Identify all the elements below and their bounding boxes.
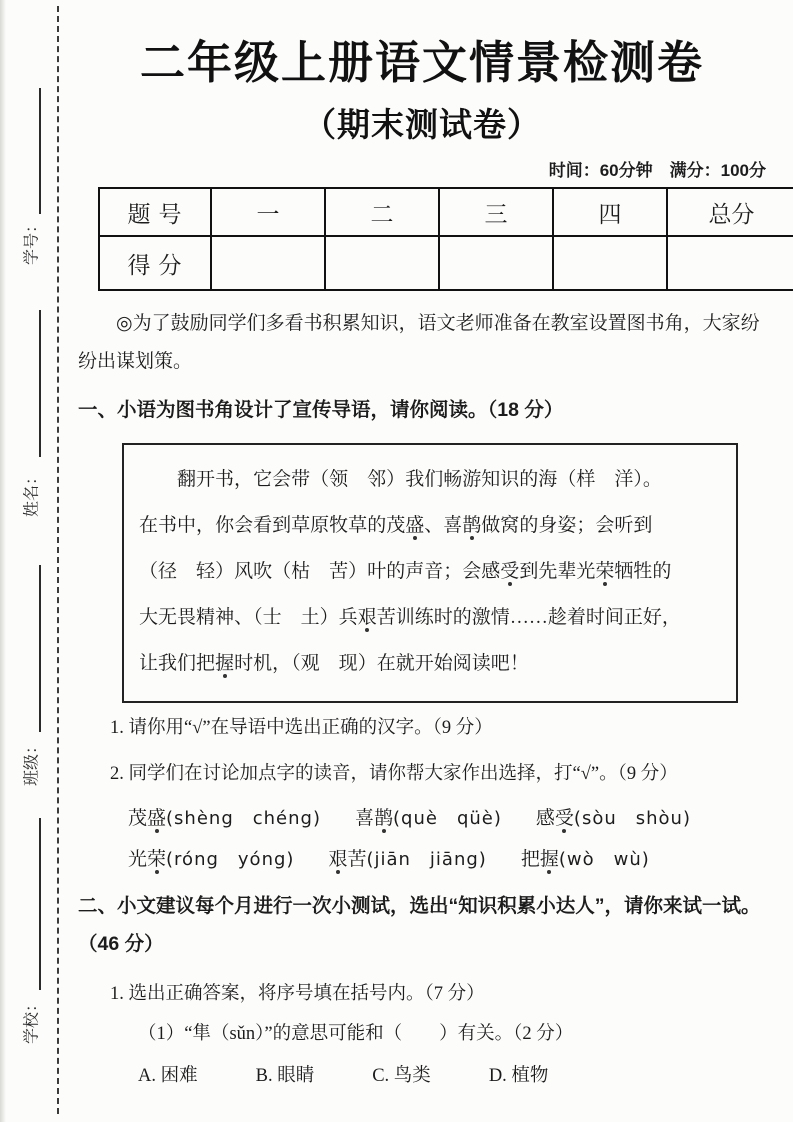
page-title: 二年级上册语文情景检测卷 [139,37,704,88]
score-blank-cell [553,236,667,290]
page-edge-shadow [0,0,6,1122]
score-table-score-row [99,236,793,290]
pinyin-options: (jiān jiāng) [366,849,487,870]
score-table-header-cell: 三 [439,188,553,236]
student-id-label: 学号： [23,216,41,266]
reading-passage-box [122,443,738,703]
pinyin-options: (wò wù) [558,849,650,870]
passage-line: 让我们把握时机，（观 现）在就开始阅读吧！ [139,653,529,674]
pinyin-item [521,844,650,871]
pinyin-word: 艰苦 [328,849,367,870]
score-table-header-cell: 二 [325,188,439,236]
score-blank-cell [667,236,793,290]
score-table-header-cell: 总分 [667,188,793,236]
option-b: B. 眼睛 [255,1066,315,1086]
pinyin-options: (què qüè) [393,808,502,829]
name-label: 姓名： [23,468,41,518]
pinyin-word: 把握 [520,849,559,870]
student-id-write-line [39,88,41,214]
score-table-header-row [99,188,793,236]
intro-paragraph: ◎为了鼓励同学们多看书积累知识，语文老师准备在教室设置图书角，大家纷纷出谋划策。 [78,313,760,372]
pinyin-word: 感受 [535,808,574,829]
score-table-header-cell: 题号 [99,188,211,236]
pinyin-options: (róng yóng) [166,849,295,870]
pinyin-options: (shèng chéng) [166,808,321,829]
time-score-meta: 时间：60分钟 满分：100分 [548,161,766,180]
section2-question-1: 1. 选出正确答案，将序号填在括号内。（7 分） [110,984,485,1004]
pinyin-item [328,844,486,871]
name-write-line [39,310,41,457]
exam-content [78,0,766,1087]
option-c: C. 鸟类 [372,1066,431,1086]
section-2-heading: 二、小文建议每个月进行一次小测试，选出“知识积累小达人”，请你来试一试。（46 分） [78,895,761,955]
pinyin-choice-row-2 [128,844,766,871]
passage-line: 翻开书，它会带（领 邻）我们畅游知识的海（样 洋）。 [177,469,662,490]
answer-options-row [138,1061,766,1087]
pinyin-item [536,803,691,830]
pinyin-word: 喜鹊 [354,808,394,829]
pinyin-item [355,803,502,830]
class-write-line [39,565,41,732]
pinyin-word: 茂盛 [128,808,167,829]
section1-question-2: 2. 同学们在讨论加点字的读音，请你帮大家作出选择，打“√”。（9 分） [110,764,678,784]
passage-line: 大无畏精神、（士 土）兵艰苦训练时的激情……趁着时间正好， [139,607,681,628]
passage-line: （径 轻）风吹（枯 苦）叶的声音；会感受到先辈光荣牺牲的 [139,561,672,582]
section1-question-1: 1. 请你用“√”在导语中选出正确的汉字。（9 分） [110,718,493,738]
section2-question-1-1: （1）“隼（sǔn）”的意思可能和（ ）有关。（2 分） [138,1024,574,1044]
pinyin-choice-row-1 [128,803,766,830]
score-blank-cell [325,236,439,290]
option-a: A. 困难 [138,1066,198,1086]
school-label: 学校： [23,995,41,1045]
school-write-line [39,818,41,990]
score-table-header-cell: 四 [553,188,667,236]
score-blank-cell [211,236,325,290]
pinyin-item [128,803,321,830]
class-label: 班级： [23,737,41,787]
score-row-label: 得分 [99,236,211,290]
pinyin-item [128,844,294,871]
page-subtitle: （期末测试卷） [303,106,541,143]
pinyin-options: (sòu shòu) [573,808,691,829]
option-d: D. 植物 [488,1066,549,1086]
binding-dashed-line [57,6,59,1114]
section-1-heading: 一、小语为图书角设计了宣传导语，请你阅读。（18 分） [78,399,564,421]
passage-line: 在书中，你会看到草原牧草的茂盛、喜鹊做窝的身姿；会听到 [139,515,653,536]
score-blank-cell [439,236,553,290]
pinyin-word: 光荣 [128,849,167,870]
score-table [98,187,793,291]
score-table-header-cell: 一 [211,188,325,236]
